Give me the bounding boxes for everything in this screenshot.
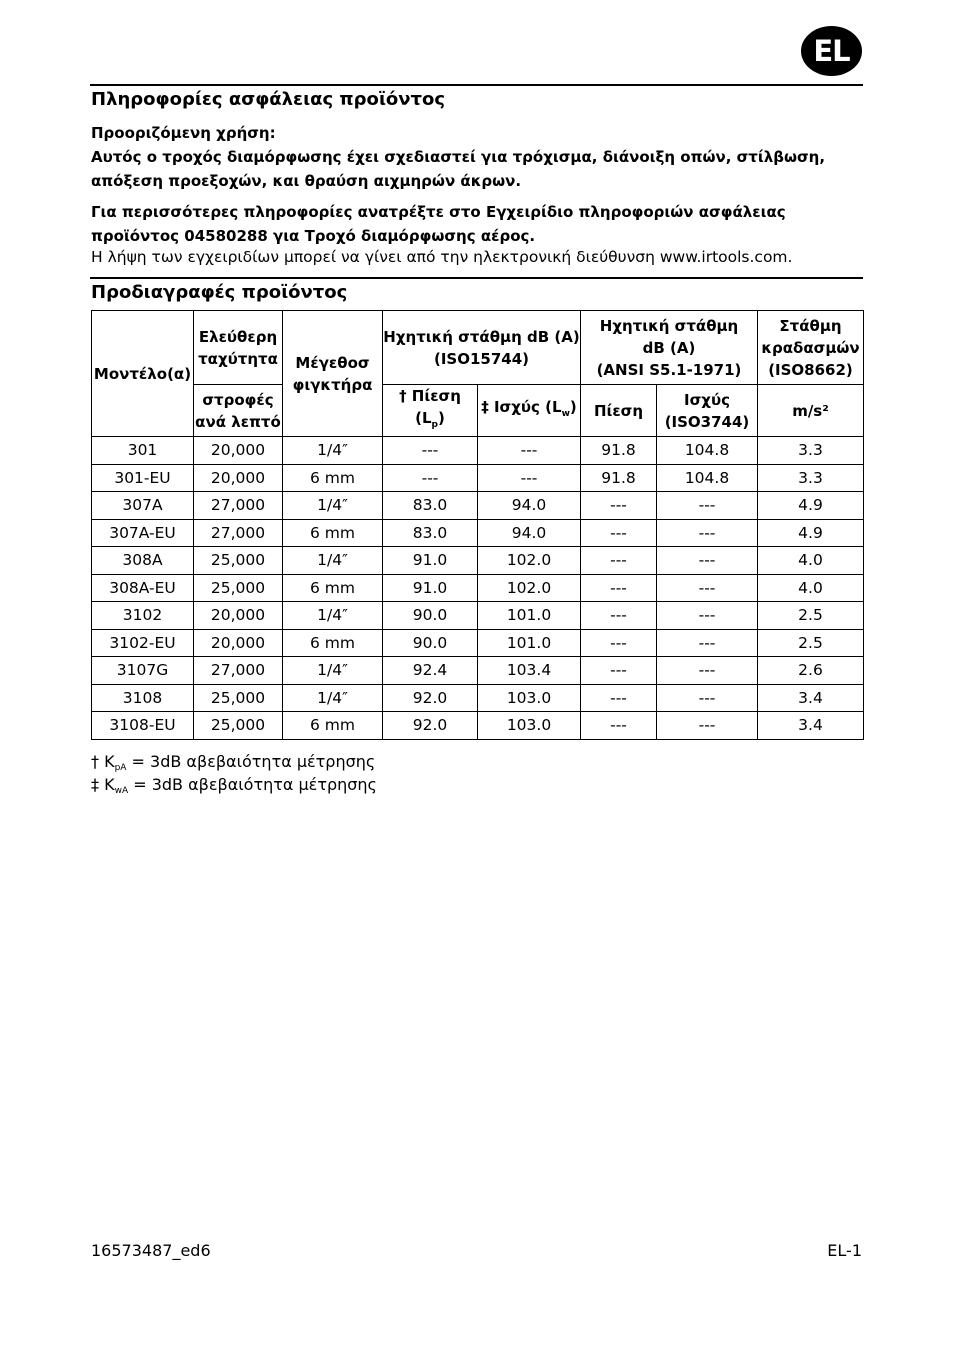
table-cell: 20,000 bbox=[194, 437, 283, 465]
specs-divider bbox=[90, 277, 863, 279]
table-cell: 25,000 bbox=[194, 574, 283, 602]
table-cell: 91.0 bbox=[383, 574, 478, 602]
table-cell: 6 mm bbox=[283, 574, 383, 602]
table-cell: 25,000 bbox=[194, 684, 283, 712]
download-text: Η λήψη των εγχειριδίων μπορεί να γίνει από την ηλεκτρονική διεύθυνση www.irtools.com. bbox=[91, 248, 793, 266]
footnote-power: ‡ $K_{wA} = 3dB$ αβεβαιότητα μέτρησης bbox=[91, 775, 377, 796]
table-cell: 91.8 bbox=[581, 464, 657, 492]
header-power-ansi: Ισχύς (ISO3744) bbox=[657, 385, 758, 437]
table-cell: --- bbox=[581, 492, 657, 520]
table-cell: 104.8 bbox=[657, 437, 758, 465]
more-info-block bbox=[91, 200, 863, 248]
table-cell: 101.0 bbox=[478, 629, 581, 657]
table-cell: 4.0 bbox=[758, 574, 864, 602]
header-rpm: στροφές ανά λεπτό bbox=[194, 385, 283, 437]
table-cell: 25,000 bbox=[194, 712, 283, 740]
table-cell: 3107G bbox=[92, 657, 194, 685]
table-cell: 307A-EU bbox=[92, 519, 194, 547]
header-sound-ansi: Ηχητική στάθμη dB (A) (ANSI S5.1-1971) bbox=[581, 311, 758, 385]
table-cell: 3.3 bbox=[758, 464, 864, 492]
specs-heading: Προδιαγραφές προϊόντος bbox=[91, 282, 348, 303]
table-cell: --- bbox=[581, 574, 657, 602]
table-cell: 4.0 bbox=[758, 547, 864, 575]
footnote-pressure: † $K_{pA} = 3dB$ αβεβαιότητα μέτρησης bbox=[91, 752, 376, 773]
page-number: EL-1 bbox=[827, 1241, 862, 1260]
language-badge: EL bbox=[801, 26, 862, 76]
table-cell: 102.0 bbox=[478, 547, 581, 575]
table-cell: 101.0 bbox=[478, 602, 581, 630]
table-cell: 91.8 bbox=[581, 437, 657, 465]
table-cell: 103.0 bbox=[478, 684, 581, 712]
table-cell: --- bbox=[657, 684, 758, 712]
table-row bbox=[92, 437, 864, 465]
table-cell: --- bbox=[478, 464, 581, 492]
header-power-iso: ‡ Ισχύς $(L_w)$ bbox=[478, 385, 581, 437]
table-row bbox=[92, 629, 864, 657]
table-cell: --- bbox=[657, 629, 758, 657]
table-cell: --- bbox=[657, 574, 758, 602]
table-cell: 25,000 bbox=[194, 547, 283, 575]
header-vibration: Στάθμη κραδασμών (ISO8662) bbox=[758, 311, 864, 385]
table-cell: 1/4″ bbox=[283, 602, 383, 630]
table-cell: 1/4″ bbox=[283, 547, 383, 575]
table-cell: --- bbox=[478, 437, 581, 465]
table-cell: 27,000 bbox=[194, 492, 283, 520]
top-divider bbox=[90, 84, 863, 86]
table-cell: 91.0 bbox=[383, 547, 478, 575]
table-row bbox=[92, 712, 864, 740]
table-cell: --- bbox=[581, 712, 657, 740]
table-cell: 301-EU bbox=[92, 464, 194, 492]
table-cell: 3102-EU bbox=[92, 629, 194, 657]
table-cell: 20,000 bbox=[194, 602, 283, 630]
table-cell: --- bbox=[581, 547, 657, 575]
table-cell: 6 mm bbox=[283, 712, 383, 740]
header-pressure-ansi: Πίεση bbox=[581, 385, 657, 437]
table-cell: --- bbox=[657, 712, 758, 740]
table-cell: --- bbox=[581, 602, 657, 630]
table-row bbox=[92, 574, 864, 602]
table-cell: --- bbox=[383, 437, 478, 465]
table-cell: --- bbox=[383, 464, 478, 492]
table-cell: --- bbox=[581, 684, 657, 712]
table-cell: --- bbox=[581, 629, 657, 657]
safety-heading: Πληροφορίες ασφάλειας προϊόντος bbox=[91, 89, 446, 110]
table-cell: --- bbox=[657, 602, 758, 630]
table-cell: 27,000 bbox=[194, 519, 283, 547]
more-info-line-2: προϊόντος 04580288 για Τροχό διαμόρφωσης αέρος. bbox=[91, 227, 536, 245]
table-cell: 4.9 bbox=[758, 492, 864, 520]
table-cell: 2.5 bbox=[758, 629, 864, 657]
table-cell: --- bbox=[657, 519, 758, 547]
header-model: Μοντέλο(α) bbox=[92, 311, 194, 437]
table-cell: 307A bbox=[92, 492, 194, 520]
table-cell: 1/4″ bbox=[283, 492, 383, 520]
table-cell: 92.0 bbox=[383, 684, 478, 712]
table-row bbox=[92, 492, 864, 520]
table-cell: 92.4 bbox=[383, 657, 478, 685]
table-cell: 4.9 bbox=[758, 519, 864, 547]
intended-use-line-2: απόξεση προεξοχών, και θραύση αιχμηρών άκρων. bbox=[91, 172, 522, 190]
table-cell: 308A bbox=[92, 547, 194, 575]
table-cell: 94.0 bbox=[478, 519, 581, 547]
table-cell: 2.5 bbox=[758, 602, 864, 630]
table-cell: 90.0 bbox=[383, 629, 478, 657]
table-row bbox=[92, 519, 864, 547]
header-pressure-iso: † Πίεση $(L_p)$ bbox=[383, 385, 478, 437]
header-vibration-unit: m/s² bbox=[758, 385, 864, 437]
table-cell: 3.4 bbox=[758, 684, 864, 712]
table-cell: 3108-EU bbox=[92, 712, 194, 740]
table-cell: 6 mm bbox=[283, 519, 383, 547]
table-cell: 3.4 bbox=[758, 712, 864, 740]
table-cell: 308A-EU bbox=[92, 574, 194, 602]
specifications-table bbox=[91, 310, 864, 740]
table-cell: 103.4 bbox=[478, 657, 581, 685]
table-cell: --- bbox=[581, 519, 657, 547]
table-cell: 27,000 bbox=[194, 657, 283, 685]
table-cell: 92.0 bbox=[383, 712, 478, 740]
table-cell: 104.8 bbox=[657, 464, 758, 492]
table-cell: 83.0 bbox=[383, 519, 478, 547]
table-cell: 3.3 bbox=[758, 437, 864, 465]
table-cell: 2.6 bbox=[758, 657, 864, 685]
table-row bbox=[92, 684, 864, 712]
table-cell: 90.0 bbox=[383, 602, 478, 630]
header-sound-iso: Ηχητική στάθμη dB (A) (ISO15744) bbox=[383, 311, 581, 385]
table-row bbox=[92, 547, 864, 575]
table-cell: 1/4″ bbox=[283, 657, 383, 685]
table-cell: 6 mm bbox=[283, 464, 383, 492]
table-cell: 83.0 bbox=[383, 492, 478, 520]
header-free-speed: Ελεύθερη ταχύτητα bbox=[194, 311, 283, 385]
table-cell: --- bbox=[657, 547, 758, 575]
table-cell: --- bbox=[657, 657, 758, 685]
intended-use-line-1: Αυτός ο τροχός διαμόρφωσης έχει σχεδιαστεί για τρόχισμα, διάνοιξη οπών, στίλβωση, bbox=[91, 148, 826, 166]
table-cell: 20,000 bbox=[194, 629, 283, 657]
intended-use-block bbox=[91, 121, 863, 193]
table-cell: --- bbox=[657, 492, 758, 520]
table-cell: 1/4″ bbox=[283, 437, 383, 465]
table-cell: 6 mm bbox=[283, 629, 383, 657]
intended-use-label: Προοριζόμενη χρήση: bbox=[91, 124, 276, 142]
table-cell: 94.0 bbox=[478, 492, 581, 520]
header-chuck-size: Μέγεθοσ φιγκτήρα bbox=[283, 311, 383, 437]
table-cell: 1/4″ bbox=[283, 684, 383, 712]
table-cell: 301 bbox=[92, 437, 194, 465]
table-cell: 3102 bbox=[92, 602, 194, 630]
table-cell: --- bbox=[581, 657, 657, 685]
table-row bbox=[92, 657, 864, 685]
document-number: 16573487_ed6 bbox=[91, 1241, 211, 1260]
table-cell: 3108 bbox=[92, 684, 194, 712]
table-cell: 103.0 bbox=[478, 712, 581, 740]
table-cell: 102.0 bbox=[478, 574, 581, 602]
table-cell: 20,000 bbox=[194, 464, 283, 492]
table-row bbox=[92, 602, 864, 630]
table-row bbox=[92, 464, 864, 492]
more-info-line-1: Για περισσότερες πληροφορίες ανατρέξτε στο Εγχειρίδιο πληροφοριών ασφάλειας bbox=[91, 203, 786, 221]
